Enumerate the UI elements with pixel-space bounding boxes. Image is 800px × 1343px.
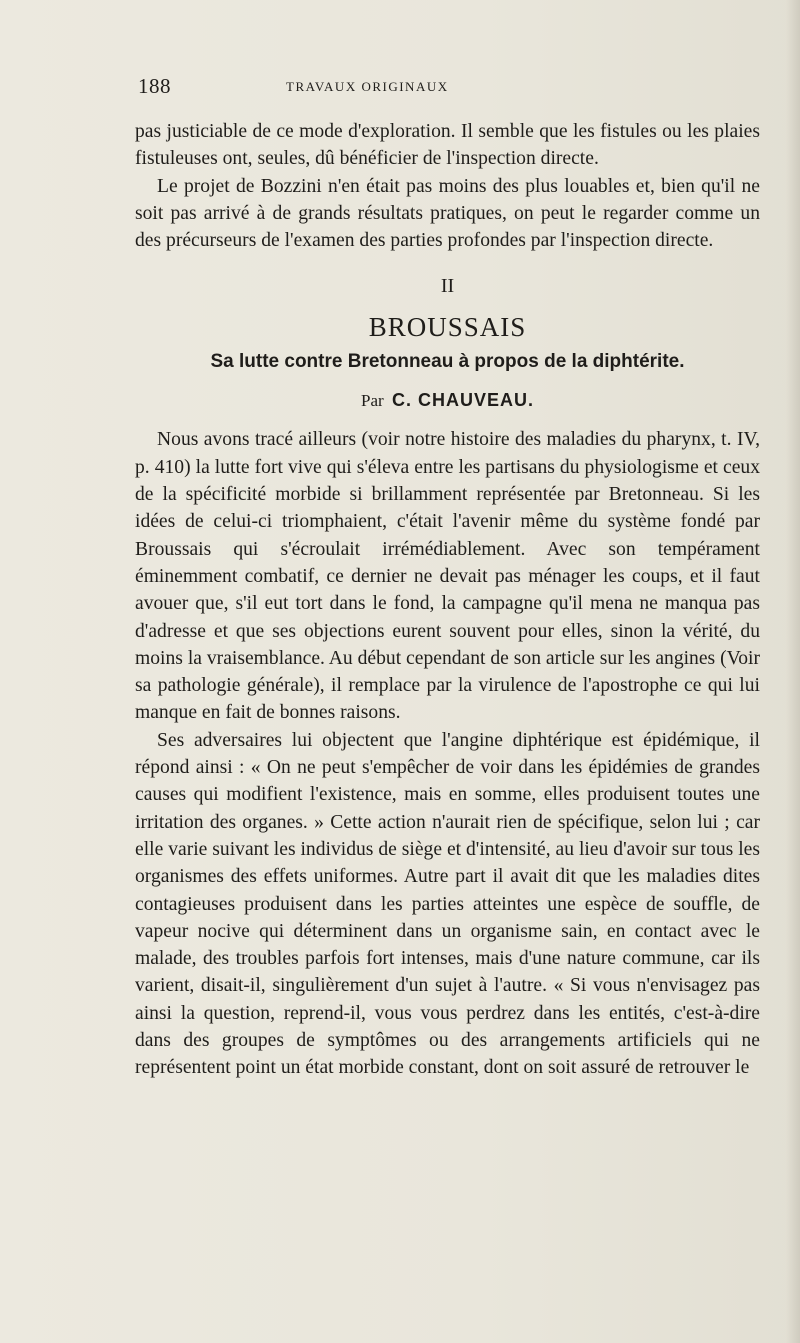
page-edge-shadow — [786, 0, 800, 1343]
running-head: TRAVAUX ORIGINAUX — [286, 79, 449, 94]
author-name: C. CHAUVEAU. — [391, 390, 534, 411]
section-title: BROUSSAIS — [368, 312, 527, 343]
body-paragraph: pas justiciable de ce mode d'exploration. Il semble que les fistules ou les plaies fistuleuses ont, seules, dû bénéficier de l'inspection directe. — [135, 121, 760, 170]
byline-prefix: Par — [361, 391, 384, 411]
article-paragraph: Nous avons tracé ailleurs (voir notre histoire des maladies du pharynx, t. IV, p. 410) la lutte fort vive qui s'éleva entre les partisans du physiologisme et ceux de la spécificité morbide si brillamment représentée par Bretonneau. Si les idées de celui-ci triomphaient, c'était l'avenir même du système fondé par Broussais qui s'écroulait irrémédiablement. Avec son tempérament éminemment combatif, ce dernier ne devait pas ménager les coups, et il faut avouer que, s'il eut tort dans le fond, la campagne qu'il mena ne manqua pas d'adresse et que ses objections eurent souvent pour elles, sinon la vérité, du moins la vraisemblance. Au début cependant de son article sur les angines (Voir sa pathologie générale), il remplace par la virulence de l'apostrophe ce qui lui manque en fait de bonnes raisons. — [135, 429, 760, 724]
section-number: II — [440, 275, 455, 298]
page-header — [138, 74, 758, 104]
page-body — [135, 118, 760, 1082]
page-number: 188 — [138, 74, 171, 98]
article-paragraph: Ses adversaires lui objectent que l'angine diphtérique est épidémique, il répond ainsi : « On ne peut s'empêcher de voir dans les épidémies de grandes causes qui modifient l'existence, mais en somme, elles produisent toutes une irritation des organes. » Cette action n'aurait rien de spécifique, selon lui ; car elle varie suivant les individus de siège et d'intensité, au lieu d'avoir sur tous les organismes des effets uniformes. Autre part il avait dit que les maladies dites contagieuses produisent dans les parties atteintes une espèce de souffle, de vapeur nocive qui déterminent dans un organisme sain, en contact avec le malade, des troubles parfois fort intenses, mais d'une nature commune, car ils varient, disait-il, singulièrement d'un sujet à l'autre. « Si vous n'envisagez pas ainsi la question, reprend-il, vous vous perdrez dans les entités, c'est-à-dire dans des groupes de symptômes ou des arrangements artificiels qui ne représentent point un état morbide constant, dont on soit assuré de retrouver le — [135, 729, 760, 1079]
body-paragraph: Le projet de Bozzini n'en était pas moins des plus louables et, bien qu'il ne soit pas arrivé à de grands résultats pratiques, on peut le regarder comme un des précurseurs de l'examen des parties profondes par l'inspection directe. — [135, 175, 760, 252]
byline — [135, 389, 760, 412]
section-subtitle: Sa lutte contre Bretonneau à propos de la diphtérite. — [210, 351, 685, 373]
